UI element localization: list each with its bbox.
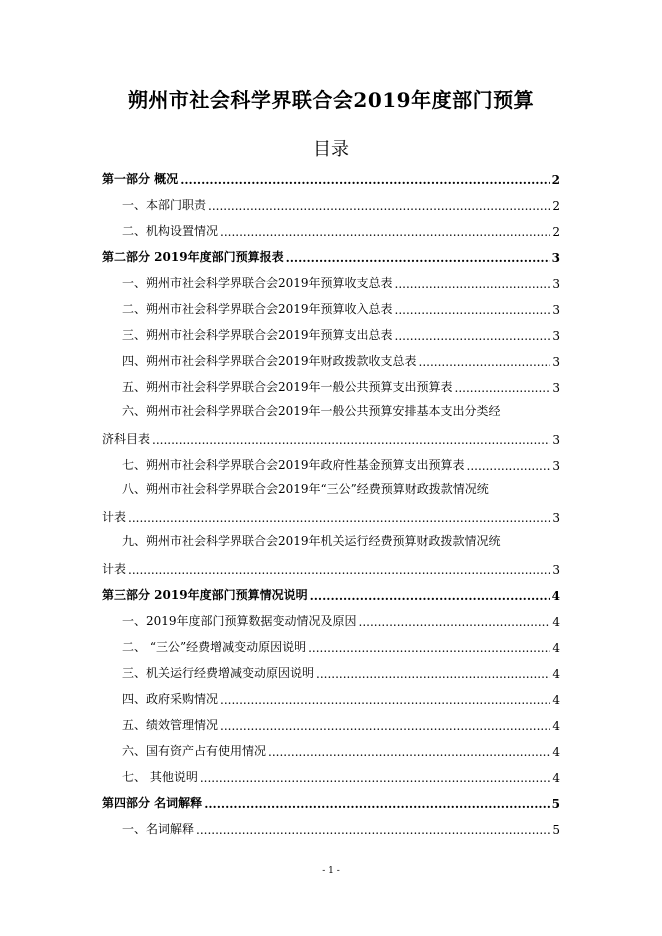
toc-label: 一、名词解释 xyxy=(122,822,195,836)
toc-leader xyxy=(220,693,550,707)
toc-label-line2: 计表 xyxy=(102,510,127,524)
toc-page-number: 4 xyxy=(552,719,560,733)
toc-label-line1: 八、朔州市社会科学界联合会2019年“三公”经费预算财政拨款情况统 xyxy=(122,482,489,496)
toc-page-number: 5 xyxy=(552,823,560,837)
toc-leader xyxy=(467,459,551,473)
toc-heading: 目录 xyxy=(313,139,349,160)
toc-item[interactable] xyxy=(102,346,560,372)
toc-label-line1: 六、朔州市社会科学界联合会2019年一般公共预算安排基本支出分类经 xyxy=(122,404,501,418)
toc-section-1[interactable] xyxy=(102,164,560,190)
toc-label-line2: 济科目表 xyxy=(102,432,151,446)
toc-leader xyxy=(455,381,551,395)
toc-item[interactable] xyxy=(102,294,560,320)
toc-leader xyxy=(196,823,550,837)
toc-page-number: 3 xyxy=(551,251,560,265)
toc-page-number: 4 xyxy=(552,615,560,629)
page-number-footer: - 1 - xyxy=(322,866,340,876)
toc-label: 七、朔州市社会科学界联合会2019年政府性基金预算支出预算表 xyxy=(122,458,465,472)
toc-section-2[interactable] xyxy=(102,242,560,268)
toc-leader xyxy=(316,667,550,681)
toc-leader xyxy=(220,225,550,239)
toc-page-number: 3 xyxy=(552,329,560,343)
toc-item[interactable] xyxy=(102,190,560,216)
toc-leader xyxy=(395,329,551,343)
toc-page-number: 5 xyxy=(551,797,560,811)
toc-page-number: 4 xyxy=(552,693,560,707)
toc-page-number: 3 xyxy=(552,381,560,395)
toc-section-3[interactable] xyxy=(102,580,560,606)
toc-label: 六、国有资产占有使用情况 xyxy=(122,744,267,758)
toc-page-number: 3 xyxy=(552,511,560,525)
toc-leader xyxy=(180,173,549,187)
toc-label: 第二部分 2019年度部门预算报表 xyxy=(102,250,284,264)
toc-leader xyxy=(200,771,551,785)
toc-page-number: 4 xyxy=(552,667,560,681)
toc-label: 一、本部门职责 xyxy=(122,198,207,212)
toc-page-number: 4 xyxy=(552,745,560,759)
toc-item[interactable] xyxy=(102,268,560,294)
toc-item[interactable] xyxy=(102,398,560,450)
toc-label-line1: 九、朔州市社会科学界联合会2019年机关运行经费预算财政拨款情况统 xyxy=(122,534,501,548)
toc-label: 三、朔州市社会科学界联合会2019年预算支出总表 xyxy=(122,328,393,342)
toc-item[interactable] xyxy=(102,684,560,710)
toc-item[interactable] xyxy=(102,450,560,476)
toc-page-number: 4 xyxy=(551,589,560,603)
toc-item[interactable] xyxy=(102,476,560,528)
toc-label: 二、朔州市社会科学界联合会2019年预算收入总表 xyxy=(122,302,393,316)
toc-item[interactable] xyxy=(102,528,560,580)
toc-item[interactable] xyxy=(102,814,560,840)
toc-item[interactable] xyxy=(102,736,560,762)
toc-page-number: 2 xyxy=(552,225,560,239)
toc-item[interactable] xyxy=(102,216,560,242)
toc-label: 七、 其他说明 xyxy=(122,770,198,784)
toc-page-number: 4 xyxy=(552,641,560,655)
toc-leader xyxy=(308,641,550,655)
toc-label: 第一部分 概况 xyxy=(102,172,179,186)
toc-item[interactable] xyxy=(102,710,560,736)
toc-item[interactable] xyxy=(102,372,560,398)
toc-leader xyxy=(359,615,551,629)
table-of-contents xyxy=(102,164,560,840)
toc-label: 五、绩效管理情况 xyxy=(122,718,219,732)
toc-leader xyxy=(128,563,550,577)
toc-label: 二、 “三公”经费增减变动原因说明 xyxy=(122,640,307,654)
toc-page-number: 3 xyxy=(552,355,560,369)
toc-leader xyxy=(208,199,550,213)
toc-page-number: 2 xyxy=(551,173,560,187)
toc-item[interactable] xyxy=(102,658,560,684)
toc-label-line2: 计表 xyxy=(102,562,127,576)
toc-label: 四、政府采购情况 xyxy=(122,692,219,706)
toc-page-number: 2 xyxy=(552,199,560,213)
toc-leader xyxy=(395,277,551,291)
toc-label: 一、2019年度部门预算数据变动情况及原因 xyxy=(122,614,357,628)
toc-leader xyxy=(220,719,550,733)
toc-label: 第三部分 2019年度部门预算情况说明 xyxy=(102,588,308,602)
toc-page-number: 3 xyxy=(552,277,560,291)
toc-label: 三、机关运行经费增减变动原因说明 xyxy=(122,666,315,680)
toc-label: 二、机构设置情况 xyxy=(122,224,219,238)
toc-page-number: 4 xyxy=(552,771,560,785)
toc-label: 第四部分 名词解释 xyxy=(102,796,203,810)
toc-leader xyxy=(268,745,550,759)
document-title: 朔州市社会科学界联合会2019年度部门预算 xyxy=(127,88,535,112)
toc-page-number: 3 xyxy=(552,303,560,317)
toc-label: 四、朔州市社会科学界联合会2019年财政拨款收支总表 xyxy=(122,354,417,368)
toc-leader xyxy=(152,433,550,447)
toc-page-number: 3 xyxy=(552,459,560,473)
toc-item[interactable] xyxy=(102,632,560,658)
toc-label: 一、朔州市社会科学界联合会2019年预算收支总表 xyxy=(122,276,393,290)
toc-section-4[interactable] xyxy=(102,788,560,814)
toc-item[interactable] xyxy=(102,762,560,788)
toc-page-number: 3 xyxy=(552,433,560,447)
toc-item[interactable] xyxy=(102,320,560,346)
toc-page-number: 3 xyxy=(552,563,560,577)
toc-leader xyxy=(128,511,550,525)
toc-leader xyxy=(286,251,550,265)
toc-leader xyxy=(395,303,551,317)
toc-leader xyxy=(310,589,550,603)
toc-item[interactable] xyxy=(102,606,560,632)
toc-leader xyxy=(419,355,551,369)
toc-leader xyxy=(204,797,549,811)
toc-label: 五、朔州市社会科学界联合会2019年一般公共预算支出预算表 xyxy=(122,380,453,394)
